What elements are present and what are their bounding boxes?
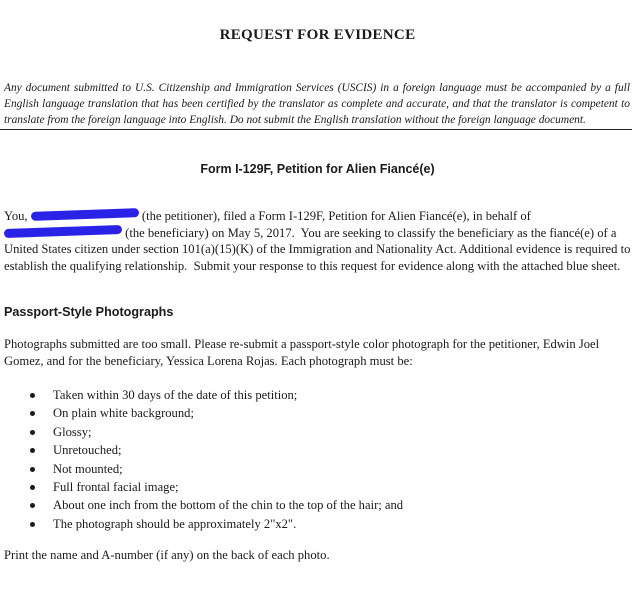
list-item [0,515,403,533]
intro-text-2: (the petitioner), filed a Form I-129F, Petition for Alien Fiancé(e), in behalf of [138,209,534,223]
list-item-text: Glossy; [53,424,92,439]
form-heading: Form I-129F, Petition for Alien Fiancé(e) [200,162,435,176]
bullet-icon [30,485,35,490]
intro-text-3: (the beneficiary) on May 5, 2017. You are seeking to classify the beneficiary as the fiancé(e) of a United States citizen under section 101(a)(15)(K) of the Immigration and Nationality Act. Additional evidence is required to establish the qualifying relationship. Submit your response to this request for evidence along with the attached blue sheet. [4,225,634,273]
list-item [0,441,403,459]
list-item-text: Full frontal facial image; [53,479,179,494]
list-item-text: Unretouched; [53,443,122,458]
divider [0,129,632,130]
list-item [0,386,403,404]
bullet-icon [30,503,35,508]
list-item [0,423,403,441]
list-item [0,496,403,514]
list-item-text: On plain white background; [53,406,194,421]
redaction-mark [31,208,139,221]
intro-text-1: You, [4,209,31,223]
bullet-icon [30,522,35,527]
bullet-icon [30,448,35,453]
bullet-icon [30,430,35,435]
bullet-icon [30,393,35,398]
document-title: REQUEST FOR EVIDENCE [219,27,416,43]
closing-instruction: Print the name and A-number (if any) on the back of each photo. [4,548,330,562]
list-item-text: About one inch from the bottom of the chin to the top of the hair; and [53,498,404,513]
redaction-mark [4,224,122,237]
translation-notice: Any document submitted to U.S. Citizenship and Immigration Services (USCIS) in a foreign language must be accompanied by a full English language translation that has been certified by the translator as complete and accurate, and that the translator is competent to translate from the foreign language into English. Do not submit the English translation without the foreign language document. [4,82,630,126]
section-heading: Passport-Style Photographs [4,305,174,319]
bullet-icon [30,411,35,416]
intro-paragraph [4,208,632,274]
bullet-icon [30,467,35,472]
photo-paragraph: Photographs submitted are too small. Please re-submit a passport-style color photograph for the petitioner, Edwin Joel Gomez, and for the beneficiary, Yessica Lorena Rojas. Each photograph must be: [4,337,600,368]
list-item-text: Not mounted; [53,461,123,476]
list-item [0,404,403,422]
list-item [0,478,403,496]
requirements-list [0,386,403,533]
list-item [0,460,403,478]
list-item-text: The photograph should be approximately 2"x2". [53,516,297,531]
list-item-text: Taken within 30 days of the date of this petition; [53,388,298,402]
